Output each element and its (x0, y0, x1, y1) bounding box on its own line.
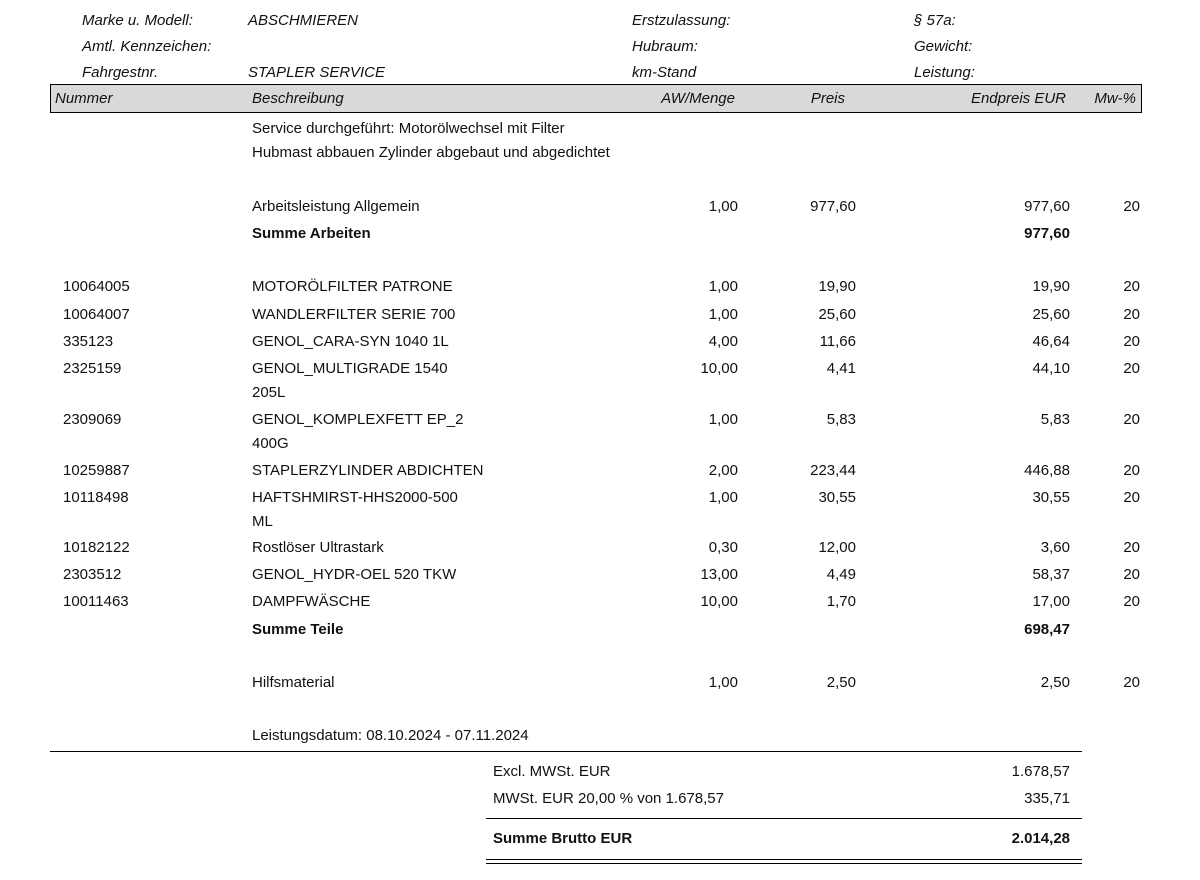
part-total: 46,64 (1032, 333, 1070, 350)
part-desc: WANDLERFILTER SERIE 700 (252, 306, 456, 323)
part-nr: 10118498 (63, 489, 129, 506)
misc-total: 2,50 (1040, 674, 1070, 691)
part-price: 19,90 (818, 278, 856, 295)
value-marke-modell: ABSCHMIEREN (248, 12, 359, 29)
part-qty: 1,00 (708, 306, 738, 323)
labor-total: 977,60 (1024, 198, 1070, 215)
part-nr: 2309069 (63, 411, 122, 428)
labor-qty: 1,00 (708, 198, 738, 215)
part-price: 25,60 (818, 306, 856, 323)
part-desc-line2: 400G (252, 435, 289, 452)
part-desc: GENOL_CARA-SYN 1040 1L (252, 333, 449, 350)
part-total: 5,83 (1040, 411, 1070, 428)
label-erstzulassung: Erstzulassung: (632, 12, 731, 29)
brutto-label: Summe Brutto EUR (493, 830, 633, 847)
misc-price: 2,50 (826, 674, 856, 691)
part-nr: 10064007 (63, 306, 130, 323)
part-total: 17,00 (1032, 593, 1070, 610)
part-total: 446,88 (1024, 462, 1070, 479)
excl-mwst-value: 1.678,57 (1011, 763, 1070, 780)
parts-sum-value: 698,47 (1024, 621, 1070, 638)
part-desc: GENOL_MULTIGRADE 1540 (252, 360, 448, 377)
value-fahrgestnr: STAPLER SERVICE (248, 64, 385, 81)
service-note: Service durchgeführt: Motorölwechsel mit Filter (252, 120, 565, 137)
misc-vat: 20 (1123, 674, 1140, 691)
part-vat: 20 (1123, 462, 1140, 479)
label-marke-modell: Marke u. Modell: (82, 12, 193, 29)
mwst-value: 335,71 (1024, 790, 1070, 807)
col-nummer: Nummer (55, 90, 113, 107)
col-aw-menge: AW/Menge (661, 90, 735, 107)
part-qty: 1,00 (708, 489, 738, 506)
misc-qty: 1,00 (708, 674, 738, 691)
part-qty: 2,00 (708, 462, 738, 479)
part-desc: GENOL_HYDR-OEL 520 TKW (252, 566, 457, 583)
part-nr: 2303512 (63, 566, 122, 583)
divider-line (50, 751, 1082, 752)
label-km-stand: km-Stand (632, 64, 697, 81)
labor-sum-label: Summe Arbeiten (252, 225, 371, 242)
part-qty: 1,00 (708, 411, 738, 428)
labor-vat: 20 (1123, 198, 1140, 215)
divider-line (486, 818, 1082, 819)
part-price: 223,44 (810, 462, 856, 479)
part-desc: HAFTSHMIRST-HHS2000-500 (252, 489, 458, 506)
part-nr: 10259887 (63, 462, 130, 479)
label-hubraum: Hubraum: (632, 38, 698, 55)
part-price: 12,00 (818, 539, 856, 556)
mwst-label: MWSt. EUR 20,00 % von 1.678,57 (493, 790, 724, 807)
labor-price: 977,60 (810, 198, 856, 215)
part-vat: 20 (1123, 306, 1140, 323)
part-nr: 10011463 (63, 593, 129, 610)
part-total: 44,10 (1032, 360, 1070, 377)
part-qty: 1,00 (708, 278, 738, 295)
part-price: 1,70 (826, 593, 856, 610)
col-beschreibung: Beschreibung (252, 90, 344, 107)
labor-sum-value: 977,60 (1024, 225, 1070, 242)
part-desc-line2: 205L (252, 384, 286, 401)
col-mwst: Mw-% (1094, 90, 1136, 107)
part-total: 25,60 (1032, 306, 1070, 323)
label-gewicht: Gewicht: (914, 38, 973, 55)
part-vat: 20 (1123, 593, 1140, 610)
part-total: 19,90 (1032, 278, 1070, 295)
part-nr: 10182122 (63, 539, 130, 556)
labor-desc: Arbeitsleistung Allgemein (252, 198, 420, 215)
parts-sum-label: Summe Teile (252, 621, 344, 638)
part-vat: 20 (1123, 333, 1140, 350)
col-endpreis: Endpreis EUR (970, 90, 1066, 107)
part-total: 3,60 (1040, 539, 1070, 556)
misc-desc: Hilfsmaterial (252, 674, 335, 691)
brutto-value: 2.014,28 (1011, 830, 1070, 847)
label-fahrgestnr: Fahrgestnr. (82, 64, 159, 81)
part-price: 30,55 (818, 489, 856, 506)
label-57a: § 57a: (914, 12, 956, 29)
part-vat: 20 (1123, 278, 1140, 295)
part-nr: 335123 (63, 333, 114, 350)
part-nr: 2325159 (63, 360, 122, 377)
part-nr: 10064005 (63, 278, 130, 295)
double-underline-top (486, 859, 1082, 860)
leistungsdatum: Leistungsdatum: 08.10.2024 - 07.11.2024 (252, 727, 529, 744)
double-underline-bottom (486, 863, 1082, 864)
label-kennzeichen: Amtl. Kennzeichen: (82, 38, 212, 55)
part-desc: DAMPFWÄSCHE (252, 593, 371, 610)
part-vat: 20 (1123, 411, 1140, 428)
part-price: 4,49 (826, 566, 856, 583)
part-desc-line2: ML (252, 513, 273, 530)
part-desc: STAPLERZYLINDER ABDICHTEN (252, 462, 484, 479)
part-price: 4,41 (826, 360, 856, 377)
label-leistung: Leistung: (914, 64, 975, 81)
col-preis: Preis (810, 90, 845, 107)
part-qty: 10,00 (700, 593, 738, 610)
part-total: 30,55 (1032, 489, 1070, 506)
part-desc: GENOL_KOMPLEXFETT EP_2 (252, 411, 464, 428)
part-price: 5,83 (826, 411, 856, 428)
part-qty: 4,00 (708, 333, 738, 350)
part-qty: 10,00 (700, 360, 738, 377)
part-vat: 20 (1123, 360, 1140, 377)
part-desc: MOTORÖLFILTER PATRONE (252, 278, 453, 295)
service-note: Hubmast abbauen Zylinder abgebaut und abgedichtet (252, 144, 610, 161)
part-total: 58,37 (1032, 566, 1070, 583)
part-vat: 20 (1123, 489, 1140, 506)
part-qty: 13,00 (700, 566, 738, 583)
part-price: 11,66 (819, 333, 856, 350)
part-desc: Rostlöser Ultrastark (252, 539, 384, 556)
excl-mwst-label: Excl. MWSt. EUR (493, 763, 611, 780)
part-vat: 20 (1123, 566, 1140, 583)
part-vat: 20 (1123, 539, 1140, 556)
part-qty: 0,30 (708, 539, 738, 556)
